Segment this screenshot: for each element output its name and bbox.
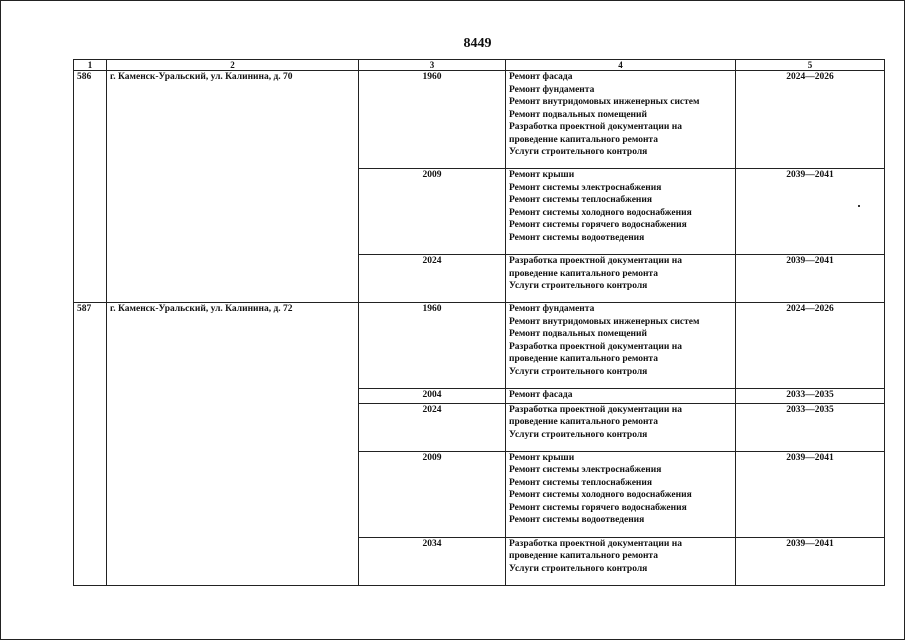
work-item: Ремонт внутридомовых инженерных систем xyxy=(509,316,700,327)
row-year: 2009 xyxy=(359,169,506,255)
work-item: Ремонт системы электроснабжения xyxy=(509,465,662,476)
work-item: Услуги строительного контроля xyxy=(509,147,648,157)
work-item: Услуги строительного контроля xyxy=(509,281,648,291)
work-item: Услуги строительного контроля xyxy=(509,429,648,440)
header-row xyxy=(74,60,885,71)
row-works xyxy=(506,255,736,303)
column-header-4: 4 xyxy=(506,60,736,71)
row-works xyxy=(506,389,736,404)
row-year: 1960 xyxy=(359,71,506,169)
entry-number: 587 xyxy=(74,303,107,586)
work-item: Ремонт фундамента xyxy=(509,304,595,315)
column-header-2: 2 xyxy=(107,60,359,71)
table-header xyxy=(74,60,885,71)
work-item: Разработка проектной документации на xyxy=(509,538,682,549)
work-item: Ремонт системы холодного водоснабжения xyxy=(509,207,692,218)
row-year: 2034 xyxy=(359,537,506,585)
work-item: Ремонт системы водоотведения xyxy=(509,232,645,243)
row-works xyxy=(506,537,736,585)
row-year: 2024 xyxy=(359,255,506,303)
column-header-3: 3 xyxy=(359,60,506,71)
row-year: 2004 xyxy=(359,389,506,404)
row-period: 2039—2041 xyxy=(736,255,885,303)
work-item: Разработка проектной документации на xyxy=(509,256,682,266)
scan-speck xyxy=(858,205,860,207)
row-period: 2039—2041 xyxy=(736,169,885,255)
work-item: Ремонт внутридомовых инженерных систем xyxy=(509,97,700,107)
work-item: проведение капитального ремонта xyxy=(509,417,658,427)
work-item: Ремонт крыши xyxy=(509,170,575,181)
work-item: проведение капитального ремонта xyxy=(509,551,658,561)
row-works xyxy=(506,451,736,537)
work-item: Услуги строительного контроля xyxy=(509,366,648,377)
entry-address: г. Каменск-Уральский, ул. Калинина, д. 72 xyxy=(107,303,359,586)
work-item: Разработка проектной документации на xyxy=(509,341,682,352)
work-item: Ремонт фундамента xyxy=(509,84,595,95)
work-item: проведение капитального ремонта xyxy=(509,134,658,145)
work-item: Ремонт системы теплоснабжения xyxy=(509,477,653,488)
row-year: 2009 xyxy=(359,451,506,537)
work-item: Ремонт подвальных помещений xyxy=(509,329,647,340)
row-period: 2033—2035 xyxy=(736,403,885,451)
column-header-5: 5 xyxy=(736,60,885,71)
table-body xyxy=(74,71,885,586)
work-item: Услуги строительного контроля xyxy=(509,563,648,574)
work-item: Ремонт системы электроснабжения xyxy=(509,182,662,193)
capital-repair-schedule-table xyxy=(73,59,885,586)
row-works xyxy=(506,71,736,169)
row-period: 2024—2026 xyxy=(736,71,885,169)
work-item: Ремонт фасада xyxy=(509,390,573,400)
row-works xyxy=(506,403,736,451)
work-item: Ремонт системы горячего водоснабжения xyxy=(509,220,687,231)
work-item: Разработка проектной документации на xyxy=(509,404,682,415)
row-year: 2024 xyxy=(359,403,506,451)
work-item: Ремонт системы водоотведения xyxy=(509,515,645,526)
column-header-1: 1 xyxy=(74,60,107,71)
table-row xyxy=(74,71,885,169)
row-works xyxy=(506,303,736,389)
work-item: Ремонт подвальных помещений xyxy=(509,109,647,120)
work-item: Ремонт системы холодного водоснабжения xyxy=(509,490,692,501)
work-item: проведение капитального ремонта xyxy=(509,354,658,365)
row-period: 2039—2041 xyxy=(736,537,885,585)
work-item: Разработка проектной документации на xyxy=(509,122,682,132)
entry-number: 586 xyxy=(74,71,107,303)
row-period: 2039—2041 xyxy=(736,451,885,537)
work-item: Ремонт системы горячего водоснабжения xyxy=(509,502,687,513)
row-period: 2033—2035 xyxy=(736,389,885,404)
work-item: Ремонт крыши xyxy=(509,452,575,463)
entry-address: г. Каменск-Уральский, ул. Калинина, д. 70 xyxy=(107,71,359,303)
work-item: проведение капитального ремонта xyxy=(509,268,658,279)
work-item: Ремонт фасада xyxy=(509,72,573,82)
row-period: 2024—2026 xyxy=(736,303,885,389)
table-row xyxy=(74,303,885,389)
work-item: Ремонт системы теплоснабжения xyxy=(509,195,653,206)
row-works xyxy=(506,169,736,255)
page-number: 8449 xyxy=(463,36,492,51)
row-year: 1960 xyxy=(359,303,506,389)
